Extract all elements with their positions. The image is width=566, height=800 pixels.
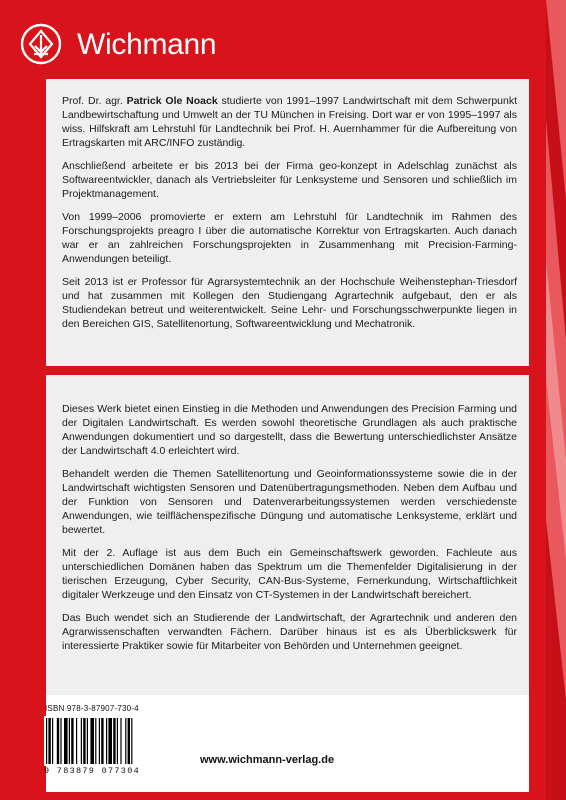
- bio-paragraph-1-rest: studierte von 1991–1997 Landwirtschaft mit dem Schwerpunkt Landbewirtschaftung und Umwelt an der TU München in Freising. Dort war er von 1995–1997 als wiss. Hilfskraft am Lehrstuhl für Landtechnik bei Prof. H. Auernhammer für die Aufbereitung von Ertragskarten mit ARC/INFO zuständig.: [62, 95, 518, 149]
- book-description-text: [62, 402, 517, 662]
- bio-paragraph-4: Seit 2013 ist er Professor für Agrarsystemtechnik an der Hochschule Weihenstephan-Triesdorf und hat zusammen mit Kollegen den Studiengang Agrartechnik aufgebaut, den er als Studiendekan betreut und weiterentwickelt. Seine Lehr- und Forschungsschwerpunkte liegen in den Bereichen GIS, Satellitenortung, Softwareentwicklung und Mechatronik.: [62, 276, 517, 330]
- author-bio-text: [62, 94, 517, 340]
- description-paragraph-1: Dieses Werk bietet einen Einstieg in die Methoden und Anwendungen des Precision Farming und der Digitalen Landwirtschaft. Es werden sowohl theoretische Grundlagen als auch praktische Anwendungen dokumentiert und so dargestellt, dass die Bewertung unterschiedlichster Ansätze der Landwirtschaft 4.0 erleichtert wird.: [62, 403, 517, 457]
- description-paragraph-4: Das Buch wendet sich an Studierende der Landwirtschaft, der Agrartechnik und anderen den Agrarwissenschaften verwandten Fächern. Darüber hinaus ist es als Überblickswerk für interessierte Praktiker sowie für Mitarbeiter von Behörden und Unternehmen geeignet.: [62, 612, 517, 652]
- decorative-stripe: [546, 0, 566, 800]
- publisher-brand: Wichmann: [77, 28, 217, 61]
- barcode-number: 9 783879 077304: [44, 766, 141, 776]
- bio-title-prefix: Prof. Dr. agr.: [62, 95, 127, 107]
- barcode-icon: [44, 716, 162, 766]
- bio-paragraph: [62, 94, 517, 150]
- wichmann-logo-icon: [19, 22, 63, 66]
- author-bio-panel: [46, 79, 529, 366]
- isbn-label: ISBN 978-3-87907-730-4: [45, 704, 139, 713]
- author-name: Patrick Ole Noack: [126, 95, 218, 107]
- description-paragraph-2: Behandelt werden die Themen Satellitenortung und Geoinformationssysteme sowie die in der Landwirtschaft wichtigsten Sensoren und Datenübertragungsmethoden. Neben dem Aufbau und der Funktion von Sensoren und Datenverarbeitungssystemen werden verschiedenste Anwendungen, wie teilflächenspezifische Düngung und automatische Lenksysteme, erklärt und bewertet.: [62, 468, 517, 536]
- description-paragraph-3: Mit der 2. Auflage ist aus dem Buch ein Gemeinschaftswerk geworden. Fachleute aus unterschiedlichen Domänen haben das Spektrum um die Themenfelder Digitalisierung in der tierischen Erzeugung, Cyber Security, CAN-Bus-Systeme, Fernerkundung, Wirtschaftlichkeit digitaler Werkzeuge und den Einsatz von CT-Systemen in der Landwirtschaft bereichert.: [62, 547, 517, 601]
- bio-paragraph-2: Anschließend arbeitete er bis 2013 bei der Firma geo-konzept in Adelschlag zunächst als Softwareentwickler, danach als Vertriebsleiter für Lenksysteme und Sensoren und schließlich im Projektmanagement.: [62, 160, 517, 200]
- publisher-website: www.wichmann-verlag.de: [200, 754, 335, 766]
- bio-paragraph-3: Von 1999–2006 promovierte er extern am Lehrstuhl für Landtechnik im Rahmen des Forschungsprojekts preagro I über die automatische Korrektur von Ertragskarten. Auch danach war er an zahlreichen Forschungsprojekten in Zusammenhang mit Precision-Farming-Anwendungen beteiligt.: [62, 211, 517, 265]
